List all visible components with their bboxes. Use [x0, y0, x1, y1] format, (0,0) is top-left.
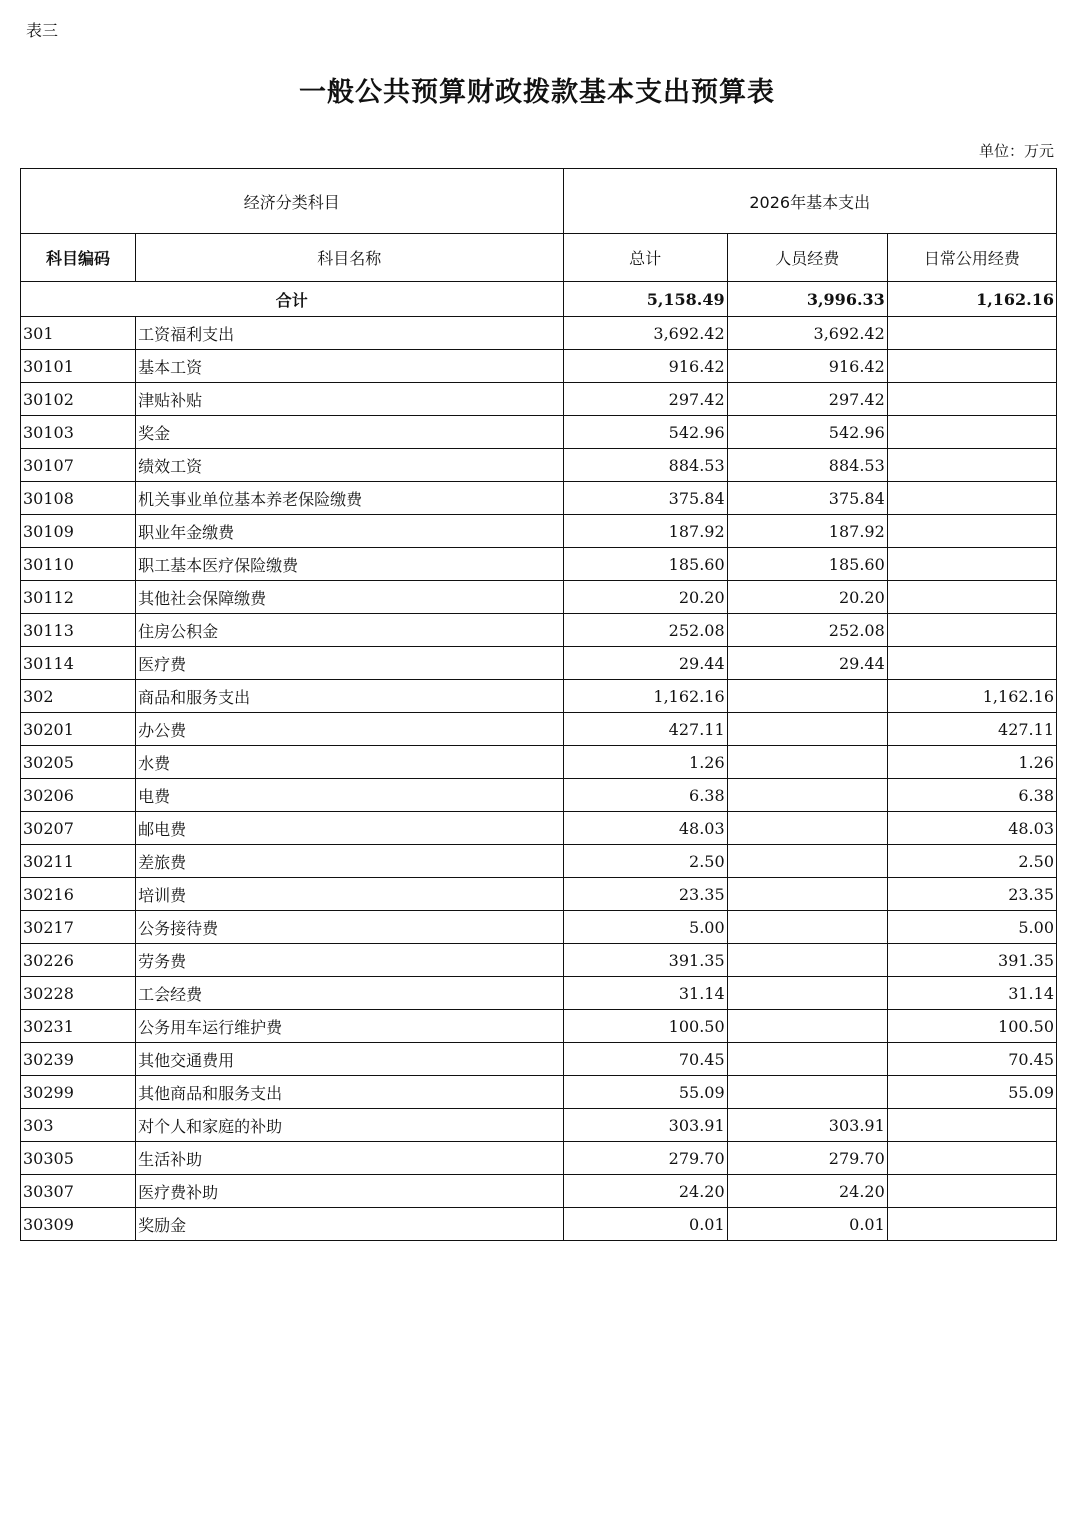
- row-personnel: 884.53: [727, 449, 887, 482]
- row-personnel: [727, 845, 887, 878]
- row-public: [887, 482, 1056, 515]
- row-code: 30101: [21, 350, 136, 383]
- row-total: 375.84: [563, 482, 727, 515]
- row-name: 医疗费: [136, 647, 563, 680]
- row-code: 30109: [21, 515, 136, 548]
- row-personnel: 303.91: [727, 1109, 887, 1142]
- row-total: 252.08: [563, 614, 727, 647]
- row-total: 20.20: [563, 581, 727, 614]
- row-name: 其他社会保障缴费: [136, 581, 563, 614]
- table-row: [21, 647, 1057, 680]
- row-code: 302: [21, 680, 136, 713]
- row-public: [887, 383, 1056, 416]
- total-row: [21, 282, 1057, 317]
- row-personnel: 297.42: [727, 383, 887, 416]
- total-public: 1,162.16: [887, 282, 1056, 317]
- header-economic-category: 经济分类科目: [21, 169, 564, 234]
- row-code: 30231: [21, 1010, 136, 1043]
- row-name: 办公费: [136, 713, 563, 746]
- row-public: 55.09: [887, 1076, 1056, 1109]
- header-code: 科目编码: [21, 234, 136, 282]
- table-row: [21, 548, 1057, 581]
- row-personnel: [727, 1076, 887, 1109]
- row-public: [887, 350, 1056, 383]
- row-total: 1,162.16: [563, 680, 727, 713]
- table-row: [21, 1010, 1057, 1043]
- row-name: 商品和服务支出: [136, 680, 563, 713]
- row-name: 工会经费: [136, 977, 563, 1010]
- row-code: 30207: [21, 812, 136, 845]
- table-body: [21, 282, 1057, 1241]
- row-name: 其他商品和服务支出: [136, 1076, 563, 1109]
- row-code: 30205: [21, 746, 136, 779]
- budget-table: [20, 168, 1057, 1241]
- table-row: [21, 977, 1057, 1010]
- row-name: 培训费: [136, 878, 563, 911]
- row-total: 3,692.42: [563, 317, 727, 350]
- row-name: 职工基本医疗保险缴费: [136, 548, 563, 581]
- row-code: 30108: [21, 482, 136, 515]
- row-name: 生活补助: [136, 1142, 563, 1175]
- row-personnel: 252.08: [727, 614, 887, 647]
- row-total: 24.20: [563, 1175, 727, 1208]
- row-total: 187.92: [563, 515, 727, 548]
- row-total: 23.35: [563, 878, 727, 911]
- row-personnel: [727, 1043, 887, 1076]
- row-name: 基本工资: [136, 350, 563, 383]
- row-public: [887, 548, 1056, 581]
- row-personnel: [727, 1010, 887, 1043]
- table-row: [21, 878, 1057, 911]
- table-row: [21, 812, 1057, 845]
- row-personnel: 916.42: [727, 350, 887, 383]
- row-public: [887, 1109, 1056, 1142]
- row-personnel: 542.96: [727, 416, 887, 449]
- row-public: 6.38: [887, 779, 1056, 812]
- row-total: 1.26: [563, 746, 727, 779]
- row-code: 30112: [21, 581, 136, 614]
- row-code: 30114: [21, 647, 136, 680]
- row-personnel: [727, 911, 887, 944]
- row-name: 水费: [136, 746, 563, 779]
- table-row: [21, 449, 1057, 482]
- row-code: 30107: [21, 449, 136, 482]
- row-public: [887, 515, 1056, 548]
- table-row: [21, 746, 1057, 779]
- row-total: 29.44: [563, 647, 727, 680]
- row-public: [887, 449, 1056, 482]
- row-personnel: 375.84: [727, 482, 887, 515]
- table-row: [21, 1175, 1057, 1208]
- row-code: 30103: [21, 416, 136, 449]
- row-public: [887, 1142, 1056, 1175]
- row-total: 5.00: [563, 911, 727, 944]
- row-public: 48.03: [887, 812, 1056, 845]
- row-personnel: 29.44: [727, 647, 887, 680]
- row-code: 30113: [21, 614, 136, 647]
- row-total: 100.50: [563, 1010, 727, 1043]
- row-code: 30228: [21, 977, 136, 1010]
- row-code: 30102: [21, 383, 136, 416]
- row-public: [887, 581, 1056, 614]
- row-public: 23.35: [887, 878, 1056, 911]
- row-total: 6.38: [563, 779, 727, 812]
- row-personnel: [727, 944, 887, 977]
- row-personnel: 20.20: [727, 581, 887, 614]
- row-public: [887, 317, 1056, 350]
- row-public: 100.50: [887, 1010, 1056, 1043]
- row-total: 279.70: [563, 1142, 727, 1175]
- row-personnel: [727, 977, 887, 1010]
- header-total: 总计: [563, 234, 727, 282]
- row-total: 303.91: [563, 1109, 727, 1142]
- table-row: [21, 515, 1057, 548]
- row-public: 1.26: [887, 746, 1056, 779]
- row-name: 其他交通费用: [136, 1043, 563, 1076]
- row-name: 医疗费补助: [136, 1175, 563, 1208]
- row-personnel: [727, 746, 887, 779]
- row-code: 30226: [21, 944, 136, 977]
- row-name: 工资福利支出: [136, 317, 563, 350]
- table-row: [21, 614, 1057, 647]
- table-row: [21, 713, 1057, 746]
- table-label: 表三: [26, 21, 59, 40]
- table-row: [21, 350, 1057, 383]
- row-public: [887, 1208, 1056, 1241]
- table-row: [21, 1109, 1057, 1142]
- row-code: 301: [21, 317, 136, 350]
- document-title: 一般公共预算财政拨款基本支出预算表: [299, 77, 775, 108]
- table-row: [21, 1076, 1057, 1109]
- row-total: 31.14: [563, 977, 727, 1010]
- row-total: 542.96: [563, 416, 727, 449]
- header-basic-expenditure: 2026年基本支出: [563, 169, 1057, 234]
- row-code: 30307: [21, 1175, 136, 1208]
- unit-label: 单位：万元: [978, 142, 1054, 160]
- total-total: 5,158.49: [563, 282, 727, 317]
- table-row: [21, 581, 1057, 614]
- table-row: [21, 416, 1057, 449]
- row-public: [887, 1175, 1056, 1208]
- row-total: 916.42: [563, 350, 727, 383]
- row-public: [887, 614, 1056, 647]
- row-total: 427.11: [563, 713, 727, 746]
- header-row-1: [21, 169, 1057, 234]
- row-code: 30201: [21, 713, 136, 746]
- row-public: 391.35: [887, 944, 1056, 977]
- row-personnel: [727, 878, 887, 911]
- row-total: 884.53: [563, 449, 727, 482]
- row-personnel: 279.70: [727, 1142, 887, 1175]
- row-public: 31.14: [887, 977, 1056, 1010]
- row-public: 1,162.16: [887, 680, 1056, 713]
- row-public: 427.11: [887, 713, 1056, 746]
- table-row: [21, 1142, 1057, 1175]
- table-row: [21, 482, 1057, 515]
- row-name: 劳务费: [136, 944, 563, 977]
- row-name: 公务接待费: [136, 911, 563, 944]
- row-name: 邮电费: [136, 812, 563, 845]
- row-personnel: 185.60: [727, 548, 887, 581]
- row-code: 30217: [21, 911, 136, 944]
- row-total: 391.35: [563, 944, 727, 977]
- row-personnel: 187.92: [727, 515, 887, 548]
- table-row: [21, 317, 1057, 350]
- row-total: 48.03: [563, 812, 727, 845]
- table-row: [21, 779, 1057, 812]
- row-name: 电费: [136, 779, 563, 812]
- row-code: 30309: [21, 1208, 136, 1241]
- row-personnel: 3,692.42: [727, 317, 887, 350]
- row-personnel: 0.01: [727, 1208, 887, 1241]
- row-total: 297.42: [563, 383, 727, 416]
- table-row: [21, 1208, 1057, 1241]
- row-code: 30299: [21, 1076, 136, 1109]
- row-code: 30239: [21, 1043, 136, 1076]
- row-total: 55.09: [563, 1076, 727, 1109]
- header-name: 科目名称: [136, 234, 563, 282]
- row-code: 30206: [21, 779, 136, 812]
- row-public: [887, 647, 1056, 680]
- row-name: 绩效工资: [136, 449, 563, 482]
- row-name: 差旅费: [136, 845, 563, 878]
- table-row: [21, 680, 1057, 713]
- row-code: 30305: [21, 1142, 136, 1175]
- header-public: 日常公用经费: [887, 234, 1056, 282]
- row-code: 30110: [21, 548, 136, 581]
- table-row: [21, 944, 1057, 977]
- row-personnel: [727, 680, 887, 713]
- header-row-2: [21, 234, 1057, 282]
- row-name: 机关事业单位基本养老保险缴费: [136, 482, 563, 515]
- row-personnel: [727, 713, 887, 746]
- table-row: [21, 845, 1057, 878]
- row-name: 公务用车运行维护费: [136, 1010, 563, 1043]
- row-public: [887, 416, 1056, 449]
- header-personnel: 人员经费: [727, 234, 887, 282]
- row-name: 奖励金: [136, 1208, 563, 1241]
- row-code: 30211: [21, 845, 136, 878]
- row-code: 30216: [21, 878, 136, 911]
- row-name: 住房公积金: [136, 614, 563, 647]
- total-personnel: 3,996.33: [727, 282, 887, 317]
- row-public: 2.50: [887, 845, 1056, 878]
- row-total: 185.60: [563, 548, 727, 581]
- row-total: 70.45: [563, 1043, 727, 1076]
- row-name: 职业年金缴费: [136, 515, 563, 548]
- row-name: 奖金: [136, 416, 563, 449]
- row-name: 对个人和家庭的补助: [136, 1109, 563, 1142]
- table-row: [21, 911, 1057, 944]
- row-total: 2.50: [563, 845, 727, 878]
- row-name: 津贴补贴: [136, 383, 563, 416]
- total-label: 合计: [21, 282, 564, 317]
- row-total: 0.01: [563, 1208, 727, 1241]
- row-personnel: 24.20: [727, 1175, 887, 1208]
- row-code: 303: [21, 1109, 136, 1142]
- row-public: 70.45: [887, 1043, 1056, 1076]
- table-row: [21, 1043, 1057, 1076]
- row-personnel: [727, 812, 887, 845]
- row-public: 5.00: [887, 911, 1056, 944]
- row-personnel: [727, 779, 887, 812]
- table-row: [21, 383, 1057, 416]
